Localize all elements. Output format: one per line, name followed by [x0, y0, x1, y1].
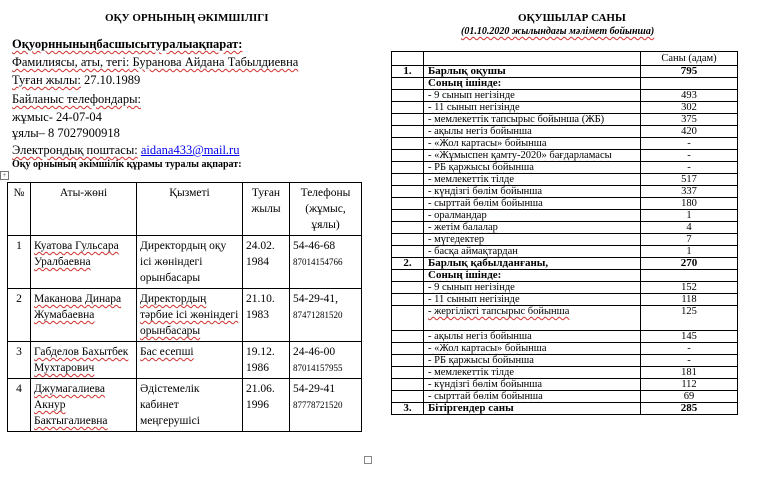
stats-row — [392, 258, 738, 270]
stats-row-label: - күндізгі бөлім бойынша — [424, 379, 641, 391]
stats-row — [392, 222, 738, 234]
stats-row-label: - 9 сынып негізінде — [424, 282, 641, 294]
stats-row-number — [392, 90, 424, 102]
stats-row — [392, 210, 738, 222]
stats-row — [392, 246, 738, 258]
stats-row-label: - жергілікті тапсырыс бойынша — [424, 306, 641, 331]
stats-row-value: 302 — [641, 102, 738, 114]
stats-row-value: 112 — [641, 379, 738, 391]
stats-row — [392, 90, 738, 102]
stats-row-value: - — [641, 355, 738, 367]
stats-row-number — [392, 234, 424, 246]
row-mobile: 87471281520 — [293, 310, 343, 320]
row-position: Директордың оқу ісі жөніндегі орынбасары — [137, 236, 243, 289]
table-move-handle-icon[interactable]: + — [0, 171, 9, 180]
stats-row-number — [392, 355, 424, 367]
row-no: 1 — [8, 236, 31, 289]
stats-row-label: Барлық оқушы — [424, 66, 641, 78]
stats-row-number — [392, 294, 424, 306]
row-name: Джумагалиева Акнур Бактыгалиевна — [31, 379, 137, 432]
col-header-birth: Туған жылы — [243, 183, 290, 236]
stats-row-number — [392, 198, 424, 210]
row-phone-cell — [290, 342, 362, 379]
row-position: Директордың тәрбие ісі жөніндегі орынбасары — [137, 289, 243, 342]
stats-row-number — [392, 379, 424, 391]
stats-header-row — [392, 52, 738, 66]
stats-row-number — [392, 331, 424, 343]
stats-row-label: - «Жұмыспен қамту-2020» бағдарламасы — [424, 150, 641, 162]
right-title: ОҚУШЫЛАР САНЫ — [518, 12, 626, 24]
stats-row-number — [392, 114, 424, 126]
stats-row-number — [392, 186, 424, 198]
stats-row-value: 69 — [641, 391, 738, 403]
stats-row-number — [392, 343, 424, 355]
stats-row — [392, 306, 738, 331]
row-phone: 54-29-41, — [293, 293, 339, 305]
stats-row-label: - сырттай бөлім бойынша — [424, 391, 641, 403]
stats-row-value: 125 — [641, 306, 738, 331]
email-label: Электрондық поштасы: — [12, 143, 138, 157]
stats-row-value: 375 — [641, 114, 738, 126]
row-mobile: 87014154766 — [293, 257, 343, 267]
stats-row-label: - сырттай бөлім бойынша — [424, 198, 641, 210]
stats-row-label: - басқа аймақтардан — [424, 246, 641, 258]
row-no: 3 — [8, 342, 31, 379]
stats-row-label: - күндізгі бөлім бойынша — [424, 186, 641, 198]
table-row — [8, 236, 362, 289]
stats-row — [392, 403, 738, 415]
stats-row-label: - жетім балалар — [424, 222, 641, 234]
stats-row-value: 795 — [641, 66, 738, 78]
mobile-phone: ұялы– 8 7027900918 — [12, 126, 120, 140]
contact-label: Байланыс телефондары: — [12, 92, 141, 106]
stats-row-value: 517 — [641, 174, 738, 186]
stats-row — [392, 270, 738, 282]
stats-row-value: 285 — [641, 403, 738, 415]
stats-row-value: 270 — [641, 258, 738, 270]
stats-row-value: - — [641, 162, 738, 174]
stats-row-number — [392, 162, 424, 174]
stats-row-label: Бітіргендер саны — [424, 403, 641, 415]
stats-row-label: - 9 сынып негізінде — [424, 90, 641, 102]
director-info-heading: Оқуорнныныңбасшысытуралыақпарат: — [12, 37, 243, 51]
stats-row — [392, 126, 738, 138]
stats-row-label: - РБ қаржысы бойынша — [424, 162, 641, 174]
staff-table — [7, 182, 362, 432]
stats-row-label: - ақылы негіз бойынша — [424, 331, 641, 343]
stats-row-label: - мемлекеттік тілде — [424, 174, 641, 186]
birth-label: Туған жылы: — [12, 73, 81, 87]
table-row — [8, 379, 362, 432]
stats-row — [392, 138, 738, 150]
stats-row-number — [392, 222, 424, 234]
stats-row-value: - — [641, 138, 738, 150]
stats-row-value: - — [641, 343, 738, 355]
birth-line — [12, 73, 140, 88]
email-line — [12, 143, 239, 158]
stats-row-value: 420 — [641, 126, 738, 138]
stats-row-value — [641, 78, 738, 90]
stats-row — [392, 379, 738, 391]
stats-row-label: Соның ішінде: — [424, 78, 641, 90]
email-link[interactable]: aidana433@mail.ru — [140, 143, 240, 157]
stats-row-number — [392, 210, 424, 222]
stats-row — [392, 282, 738, 294]
row-phone-cell — [290, 379, 362, 432]
stats-row-label: Барлық қабылданғаны, — [424, 258, 641, 270]
stats-row — [392, 174, 738, 186]
stats-row-label: Соның ішінде: — [424, 270, 641, 282]
stats-row-number: 2. — [392, 258, 424, 270]
stats-row-value: 145 — [641, 331, 738, 343]
name-value: Буранова Айдана Табылдиевна — [129, 55, 299, 69]
stats-row — [392, 234, 738, 246]
stats-row-number: 1. — [392, 66, 424, 78]
stats-row-label: - 11 сынып негізінде — [424, 294, 641, 306]
stats-row-number — [392, 150, 424, 162]
row-phone: 54-29-41 — [293, 383, 336, 395]
stats-row-number: 3. — [392, 403, 424, 415]
left-title: ОҚУ ОРНЫНЫҢ ӘКІМШІЛІГІ — [105, 12, 269, 24]
row-phone: 24-46-00 — [293, 346, 336, 358]
stats-row — [392, 198, 738, 210]
stats-row — [392, 355, 738, 367]
stats-row-value: - — [641, 150, 738, 162]
row-no: 2 — [8, 289, 31, 342]
row-name: Маканова Динара Жумабаевна — [31, 289, 137, 342]
stats-row-number — [392, 306, 424, 331]
stats-row — [392, 391, 738, 403]
stats-row-value: 1 — [641, 210, 738, 222]
name-label: Фамилиясы, аты, тегі: — [12, 55, 130, 69]
row-birth: 21.06. 1996 — [243, 379, 290, 432]
stats-row-value — [641, 270, 738, 282]
stats-header-blank — [424, 52, 641, 66]
stats-row-number — [392, 78, 424, 90]
stats-row — [392, 343, 738, 355]
row-name: Куатова Гульсара Уралбаевна — [31, 236, 137, 289]
director-name-line — [12, 55, 298, 70]
staff-table-header — [8, 183, 362, 236]
stats-row — [392, 102, 738, 114]
stats-row-value: 118 — [641, 294, 738, 306]
stats-row — [392, 331, 738, 343]
row-birth: 24.02. 1984 — [243, 236, 290, 289]
stats-row-label: - «Жол картасы» бойынша — [424, 343, 641, 355]
stats-row — [392, 294, 738, 306]
stats-row-label: - «Жол картасы» бойынша — [424, 138, 641, 150]
stats-row-label: - 11 сынып негізінде — [424, 102, 641, 114]
row-phone-cell — [290, 236, 362, 289]
stats-row-label: - мемлекеттік тапсырыс бойынша (ЖБ) — [424, 114, 641, 126]
row-position: Әдістемелік кабинет меңгерушісі — [137, 379, 243, 432]
stats-row-number — [392, 174, 424, 186]
stats-row-number — [392, 246, 424, 258]
stats-row-label: - РБ қаржысы бойынша — [424, 355, 641, 367]
stats-row-number — [392, 367, 424, 379]
stats-row — [392, 162, 738, 174]
stats-row-label: - ақылы негіз бойынша — [424, 126, 641, 138]
stats-row — [392, 66, 738, 78]
table-row — [8, 289, 362, 342]
stats-row-value: 337 — [641, 186, 738, 198]
staff-heading: Оқу орнының әкімшілік құрамы туралы ақпарат: — [12, 159, 242, 170]
stats-row-value: 180 — [641, 198, 738, 210]
stats-row — [392, 367, 738, 379]
right-subtitle: (01.10.2020 жылындағы мәлімет бойынша) — [461, 26, 655, 37]
stats-row-label: - мемлекеттік тілде — [424, 367, 641, 379]
row-name: Габделов Бахытбек Мухтарович — [31, 342, 137, 379]
stats-row-value: 181 — [641, 367, 738, 379]
row-phone: 54-46-68 — [293, 240, 336, 252]
stats-header-blank — [392, 52, 424, 66]
col-header-name: Аты-жөні — [31, 183, 137, 236]
stats-row — [392, 186, 738, 198]
stats-row-label: - мүгедектер — [424, 234, 641, 246]
birth-value: 27.10.1989 — [80, 73, 141, 87]
table-row — [8, 342, 362, 379]
stats-row — [392, 114, 738, 126]
row-mobile: 87014157955 — [293, 363, 343, 373]
row-mobile: 87778721520 — [293, 400, 343, 410]
stats-row-number — [392, 282, 424, 294]
row-birth: 21.10. 1983 — [243, 289, 290, 342]
stats-row — [392, 78, 738, 90]
row-phone-cell — [290, 289, 362, 342]
stats-row-value: 152 — [641, 282, 738, 294]
stats-row-number — [392, 126, 424, 138]
stats-row-number — [392, 391, 424, 403]
col-header-position: Қызметі — [137, 183, 243, 236]
row-birth: 19.12. 1986 — [243, 342, 290, 379]
stats-row-value: 493 — [641, 90, 738, 102]
stats-row-value: 7 — [641, 234, 738, 246]
row-no: 4 — [8, 379, 31, 432]
col-header-no: № — [8, 183, 31, 236]
row-position: Бас есепші — [137, 342, 243, 379]
col-header-phone: Телефоны (жұмыс, ұялы) — [290, 183, 362, 236]
stats-row-value: 1 — [641, 246, 738, 258]
work-phone: жұмыс- 24-07-04 — [12, 110, 102, 124]
stats-row-number — [392, 270, 424, 282]
stats-row-value: 4 — [641, 222, 738, 234]
stats-row-number — [392, 138, 424, 150]
stats-row-number — [392, 102, 424, 114]
stats-table — [391, 51, 738, 415]
stats-row — [392, 150, 738, 162]
stats-header-value: Саны (адам) — [641, 52, 738, 66]
table-resize-handle-icon[interactable] — [364, 456, 372, 464]
stats-row-label: - оралмандар — [424, 210, 641, 222]
